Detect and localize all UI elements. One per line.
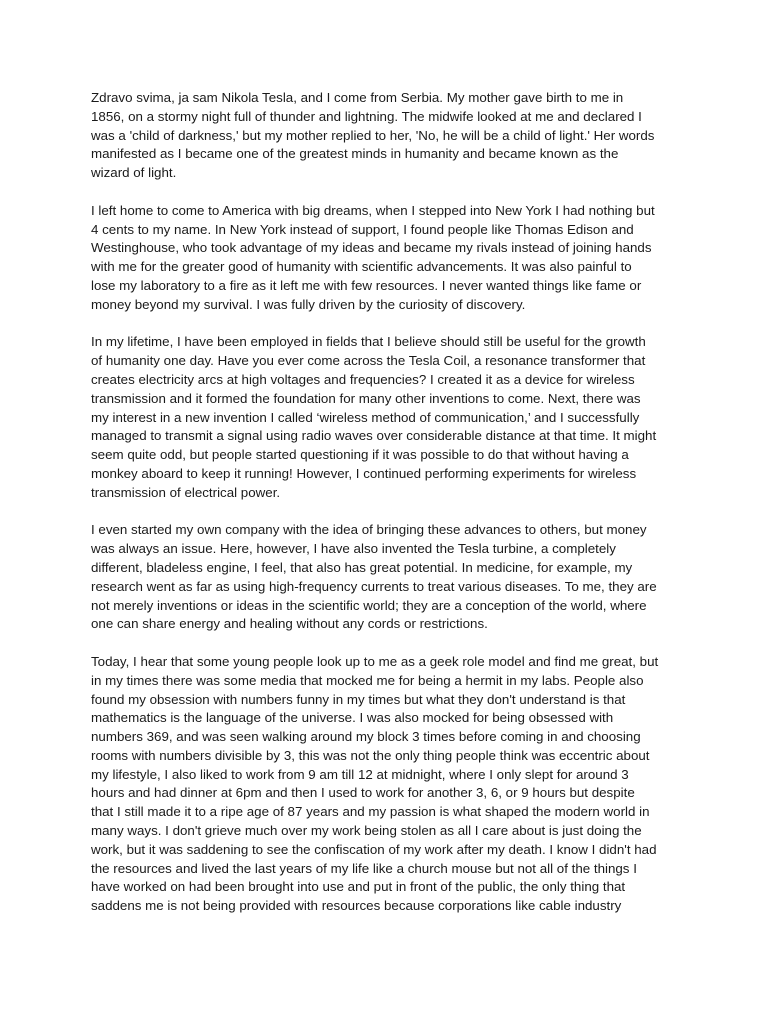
text-line: was a 'child of darkness,' but my mother replied to her, 'No, he will be a child of light.' Her words [91,127,655,143]
text-line: that I still made it to a ripe age of 87 years and my passion is what shaped the modern world in [91,804,650,820]
text-line: managed to transmit a signal using radio waves over considerable distance at that time. It might [91,428,657,444]
text-line: 1856, on a stormy night full of thunder and lightning. The midwife looked at me and declared I [91,108,642,124]
text-line: many ways. I don't grieve much over my work being stolen as all I care about is just doing the [91,823,642,839]
text-line: Westinghouse, who took advantage of my ideas and became my rivals instead of joining hands [91,240,652,256]
text-line: one can share energy and healing without any cords or restrictions. [91,616,488,632]
text-line: transmission and it formed the foundation for many other inventions to come. Next, there was [91,390,641,406]
paragraph [91,333,687,502]
paragraph [91,653,687,916]
text-line: I left home to come to America with big dreams, when I stepped into New York I had nothing but [91,202,655,218]
text-line: seem quite odd, but people started questioning if it was possible to do that without having a [91,447,629,463]
text-line: with me for the greater good of humanity with scientific advancements. It was also painful to [91,259,632,275]
text-line: I even started my own company with the idea of bringing these advances to others, but money [91,522,647,538]
paragraph [91,202,687,315]
text-line: hours and had dinner at 6pm and then I used to work for another 3, 6, or 9 hours but despite [91,785,635,801]
text-line: of humanity one day. Have you ever come across the Tesla Coil, a resonance transformer that [91,353,646,369]
text-line: monkey aboard to keep it running! However, I continued performing experiments for wireless [91,465,637,481]
text-line: in my times there was some media that mocked me for being a hermit in my labs. People also [91,672,644,688]
text-line: Today, I hear that some young people look up to me as a geek role model and find me great, but [91,653,659,669]
text-line: my interest in a new invention I called ‘wireless method of communication,’ and I successfully [91,409,640,425]
text-line: numbers 369, and was seen walking around my block 3 times before coming in and choosing [91,729,641,745]
text-line: found my obsession with numbers funny in my times but what they don't understand is that [91,691,626,707]
text-line: saddens me is not being provided with resources because corporations like cable industry [91,898,622,914]
document-page [91,89,687,935]
text-line: lose my laboratory to a fire as it left me with few resources. I never wanted things like fame or [91,277,642,293]
text-line: transmission of electrical power. [91,484,281,500]
text-line: manifested as I became one of the greatest minds in humanity and became known as the [91,146,619,162]
text-line: Zdravo svima, ja sam Nikola Tesla, and I come from Serbia. My mother gave birth to me in [91,90,624,105]
text-line: work, but it was saddening to see the confiscation of my work after my death. I know I didn't had [91,841,657,857]
text-line: not merely inventions or ideas in the scientific world; they are a conception of the world, where [91,597,647,613]
text-line: mathematics is the language of the universe. I was also mocked for being obsessed with [91,710,614,726]
text-line: 4 cents to my name. In New York instead of support, I found people like Thomas Edison and [91,221,634,237]
text-line: different, bladeless engine, I feel, that also has great potential. In medicine, for example, my [91,559,633,575]
paragraph [91,89,687,183]
text-line: was always an issue. Here, however, I have also invented the Tesla turbine, a completely [91,541,616,557]
text-line: rooms with numbers divisible by 3, this was not the only thing people think was eccentric about [91,747,650,763]
text-line: have worked on had been brought into use and put in front of the public, the only thing that [91,879,626,895]
text-line: wizard of light. [91,165,177,181]
text-line: money beyond my survival. I was fully driven by the curiosity of discovery. [91,296,526,312]
text-line: my lifestyle, I also liked to work from 9 am till 12 at midnight, where I only slept for around 3 [91,766,629,782]
text-line: the resources and lived the last years of my life like a church mouse but not all of the things I [91,860,637,876]
paragraph [91,521,687,634]
text-line: In my lifetime, I have been employed in fields that I believe should still be useful for the growth [91,334,646,350]
text-line: research went as far as using high-frequency currents to treat various diseases. To me, they are [91,578,657,594]
text-line: creates electricity arcs at high voltages and frequencies? I created it as a device for wireless [91,371,635,387]
